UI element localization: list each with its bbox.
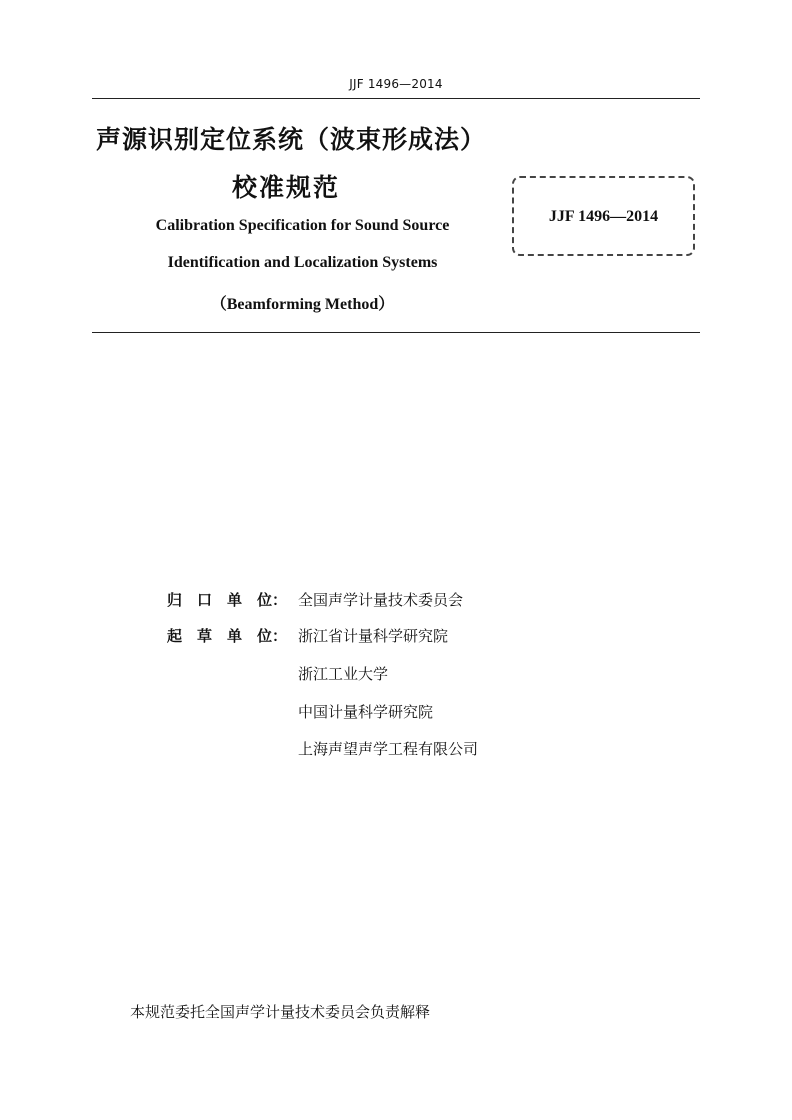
document-title-english-line-1: Calibration Specification for Sound Source	[155, 217, 450, 234]
responsible-unit-label	[167, 589, 287, 610]
title-divider	[92, 332, 700, 333]
document-title-english-line-3: （Beamforming Method）	[210, 296, 395, 313]
drafting-unit-label	[167, 625, 287, 646]
document-title-chinese: 声源识别定位系统（波束形成法）	[96, 125, 487, 154]
drafting-unit-value: 上海声望声学工程有限公司	[298, 740, 479, 758]
header-divider	[92, 98, 700, 99]
label-char: 位：	[256, 627, 287, 645]
label-char: 草	[196, 627, 212, 645]
drafting-unit-value: 浙江工业大学	[298, 665, 389, 683]
standard-code-box-text: JJF 1496—2014	[548, 208, 659, 225]
document-title-english-line-2: Identification and Localization Systems	[167, 254, 438, 271]
label-char: 起	[167, 627, 183, 645]
label-char: 归	[167, 591, 183, 609]
responsible-unit-value: 全国声学计量技术委员会	[298, 591, 464, 609]
document-subtitle-chinese: 校准规范	[232, 173, 341, 202]
interpretation-note: 本规范委托全国声学计量技术委员会负责解释	[130, 1003, 431, 1021]
label-char: 单	[226, 627, 242, 645]
label-char: 口	[196, 591, 212, 609]
label-char: 位：	[256, 591, 287, 609]
standard-code-box	[512, 176, 695, 256]
header-standard-code: JJF 1496—2014	[349, 77, 443, 91]
label-char: 单	[226, 591, 242, 609]
drafting-unit-value: 中国计量科学研究院	[298, 703, 434, 721]
drafting-unit-value: 浙江省计量科学研究院	[298, 627, 449, 645]
